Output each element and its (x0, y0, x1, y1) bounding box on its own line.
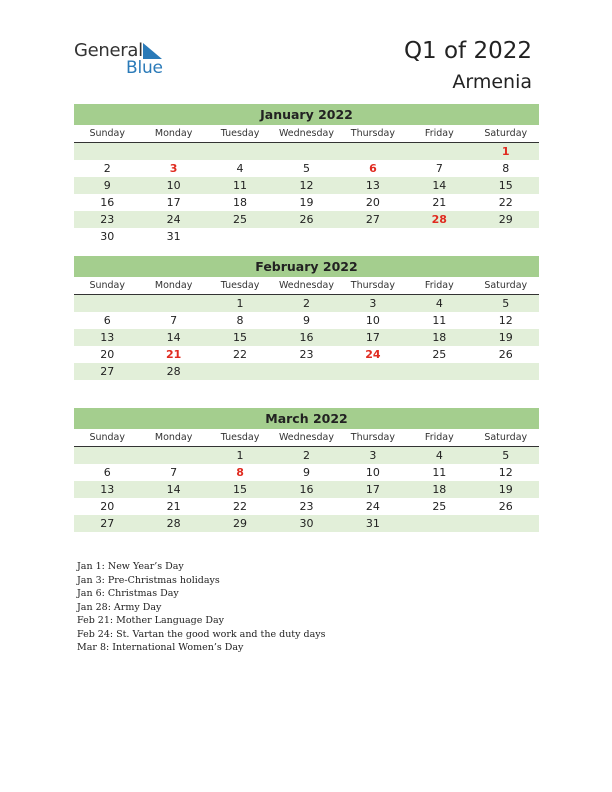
day-cell: 15 (233, 483, 248, 496)
weekday-header-row (74, 429, 539, 447)
day-cell: 20 (100, 500, 115, 513)
day-cell: 2 (302, 449, 310, 462)
day-cell: 14 (166, 483, 181, 496)
day-cell: 15 (498, 179, 513, 192)
weekday-label: Saturday (484, 432, 528, 443)
weekday-label: Friday (424, 280, 454, 291)
holiday-note: Jan 1: New Year’s Day (77, 561, 184, 572)
day-cell: 27 (100, 517, 115, 530)
day-cell: 29 (233, 517, 248, 530)
quarter-title: Q1 of 2022 (403, 38, 532, 64)
day-cell (406, 515, 472, 532)
day-cell (207, 143, 273, 160)
day-cell (140, 447, 206, 464)
day-cell: 14 (166, 331, 181, 344)
brand-logo (74, 40, 174, 80)
day-cell: 3 (369, 449, 377, 462)
day-cell (340, 143, 406, 160)
week-row (74, 177, 539, 194)
day-cell: 13 (100, 331, 115, 344)
week-row (74, 363, 539, 380)
day-cell: 16 (299, 483, 314, 496)
day-cell: 6 (103, 314, 111, 327)
day-cell: 6 (103, 466, 111, 479)
day-cell: 7 (170, 314, 178, 327)
day-cell: 26 (299, 213, 314, 226)
day-cell (207, 228, 273, 245)
holiday-note: Feb 21: Mother Language Day (77, 615, 224, 626)
weekday-label: Tuesday (220, 280, 260, 291)
day-cell: 23 (100, 213, 115, 226)
day-cell: 25 (432, 500, 447, 513)
day-cell: 28 (166, 517, 181, 530)
day-cell (74, 295, 140, 312)
day-cell: 12 (498, 314, 513, 327)
day-cell: 28 (166, 365, 181, 378)
weekday-label: Wednesday (278, 280, 334, 291)
day-cell: 8 (236, 466, 244, 479)
day-cell: 18 (432, 331, 447, 344)
weekday-label: Wednesday (278, 432, 334, 443)
weekday-header-row (74, 125, 539, 143)
weekday-label: Thursday (350, 128, 395, 139)
day-cell: 30 (100, 230, 115, 243)
day-cell: 3 (369, 297, 377, 310)
day-cell: 13 (100, 483, 115, 496)
day-cell: 21 (165, 348, 182, 361)
day-cell: 11 (432, 314, 447, 327)
day-cell: 1 (501, 145, 510, 158)
day-cell: 26 (498, 348, 513, 361)
week-row (74, 228, 539, 245)
month-march (74, 408, 539, 532)
day-cell: 19 (498, 331, 513, 344)
weekday-label: Friday (424, 432, 454, 443)
day-cell: 11 (233, 179, 248, 192)
day-cell (273, 143, 339, 160)
week-row (74, 295, 539, 312)
day-cell: 6 (369, 162, 377, 175)
day-cell: 14 (432, 179, 447, 192)
day-cell: 24 (166, 213, 181, 226)
day-cell: 12 (498, 466, 513, 479)
day-cell (340, 228, 406, 245)
brand-name-general: General (74, 40, 143, 61)
day-cell: 5 (302, 162, 310, 175)
day-cell: 9 (302, 314, 310, 327)
day-cell: 22 (233, 500, 248, 513)
month-header: February 2022 (74, 256, 539, 277)
day-cell: 4 (236, 162, 244, 175)
day-cell: 2 (103, 162, 111, 175)
weekday-label: Saturday (484, 128, 528, 139)
day-cell: 11 (432, 466, 447, 479)
day-cell: 7 (170, 466, 178, 479)
weekday-header-row (74, 277, 539, 295)
day-cell (406, 228, 472, 245)
day-cell: 28 (431, 213, 447, 226)
day-cell: 21 (166, 500, 181, 513)
holiday-note: Feb 24: St. Vartan the good work and the duty days (77, 628, 326, 640)
day-cell: 25 (432, 348, 447, 361)
day-cell: 31 (166, 230, 181, 243)
week-row (74, 346, 539, 363)
weekday-label: Tuesday (220, 432, 260, 443)
day-cell: 26 (498, 500, 513, 513)
day-cell (473, 363, 539, 380)
day-cell: 4 (435, 297, 443, 310)
day-cell: 30 (299, 517, 314, 530)
day-cell: 15 (233, 331, 248, 344)
day-cell: 3 (169, 162, 178, 175)
day-cell: 23 (299, 348, 314, 361)
day-cell: 25 (233, 213, 248, 226)
day-cell (406, 143, 472, 160)
day-cell (273, 228, 339, 245)
day-cell: 17 (365, 483, 380, 496)
week-row (74, 515, 539, 532)
day-cell: 16 (100, 196, 115, 209)
weekday-label: Monday (154, 280, 193, 291)
day-cell: 7 (435, 162, 443, 175)
day-cell: 18 (432, 483, 447, 496)
weekday-label: Monday (154, 128, 193, 139)
week-row (74, 194, 539, 211)
week-row (74, 481, 539, 498)
weekday-label: Sunday (89, 280, 125, 291)
day-cell: 8 (502, 162, 510, 175)
day-cell: 5 (502, 297, 510, 310)
day-cell: 20 (365, 196, 380, 209)
day-cell (406, 363, 472, 380)
holiday-list (77, 560, 326, 655)
day-cell: 24 (365, 348, 381, 361)
day-cell: 17 (166, 196, 181, 209)
week-row (74, 211, 539, 228)
day-cell: 19 (299, 196, 314, 209)
week-row (74, 312, 539, 329)
month-february (74, 256, 539, 380)
holiday-note: Mar 8: International Women’s Day (77, 642, 244, 653)
day-cell: 9 (302, 466, 310, 479)
day-cell: 24 (365, 500, 380, 513)
day-cell (273, 363, 339, 380)
weekday-label: Thursday (350, 280, 395, 291)
month-weeks (74, 143, 539, 245)
day-cell: 31 (365, 517, 380, 530)
month-header: March 2022 (74, 408, 539, 429)
day-cell: 10 (166, 179, 181, 192)
week-row (74, 464, 539, 481)
week-row (74, 329, 539, 346)
day-cell: 12 (299, 179, 314, 192)
day-cell: 13 (365, 179, 380, 192)
country-name: Armenia (452, 71, 532, 93)
day-cell: 1 (236, 297, 244, 310)
holiday-note: Jan 3: Pre-Christmas holidays (77, 574, 220, 586)
weekday-label: Sunday (89, 128, 125, 139)
day-cell: 5 (502, 449, 510, 462)
weekday-label: Friday (424, 128, 454, 139)
day-cell: 2 (302, 297, 310, 310)
day-cell: 27 (365, 213, 380, 226)
week-row (74, 447, 539, 464)
day-cell: 9 (103, 179, 111, 192)
week-row (74, 160, 539, 177)
day-cell: 22 (233, 348, 248, 361)
month-header: January 2022 (74, 104, 539, 125)
day-cell: 29 (498, 213, 513, 226)
week-row (74, 143, 539, 160)
day-cell: 21 (432, 196, 447, 209)
day-cell: 4 (435, 449, 443, 462)
day-cell: 27 (100, 365, 115, 378)
week-row (74, 498, 539, 515)
weekday-label: Tuesday (220, 128, 260, 139)
day-cell: 23 (299, 500, 314, 513)
day-cell (140, 295, 206, 312)
day-cell: 17 (365, 331, 380, 344)
month-january (74, 104, 539, 245)
day-cell: 18 (233, 196, 248, 209)
day-cell (207, 363, 273, 380)
day-cell (340, 363, 406, 380)
day-cell (74, 447, 140, 464)
day-cell: 1 (236, 449, 244, 462)
day-cell: 20 (100, 348, 115, 361)
day-cell: 16 (299, 331, 314, 344)
day-cell: 22 (498, 196, 513, 209)
weekday-label: Wednesday (278, 128, 334, 139)
brand-name-blue: Blue (126, 58, 163, 78)
weekday-label: Monday (154, 432, 193, 443)
day-cell: 10 (365, 314, 380, 327)
month-weeks (74, 447, 539, 532)
day-cell (140, 143, 206, 160)
weekday-label: Saturday (484, 280, 528, 291)
day-cell: 8 (236, 314, 244, 327)
weekday-label: Thursday (350, 432, 395, 443)
weekday-label: Sunday (89, 432, 125, 443)
day-cell (473, 228, 539, 245)
day-cell (473, 515, 539, 532)
month-weeks (74, 295, 539, 380)
day-cell (74, 143, 140, 160)
holiday-note: Jan 6: Christmas Day (77, 588, 179, 599)
holiday-note: Jan 28: Army Day (77, 601, 162, 613)
day-cell: 10 (365, 466, 380, 479)
day-cell: 19 (498, 483, 513, 496)
